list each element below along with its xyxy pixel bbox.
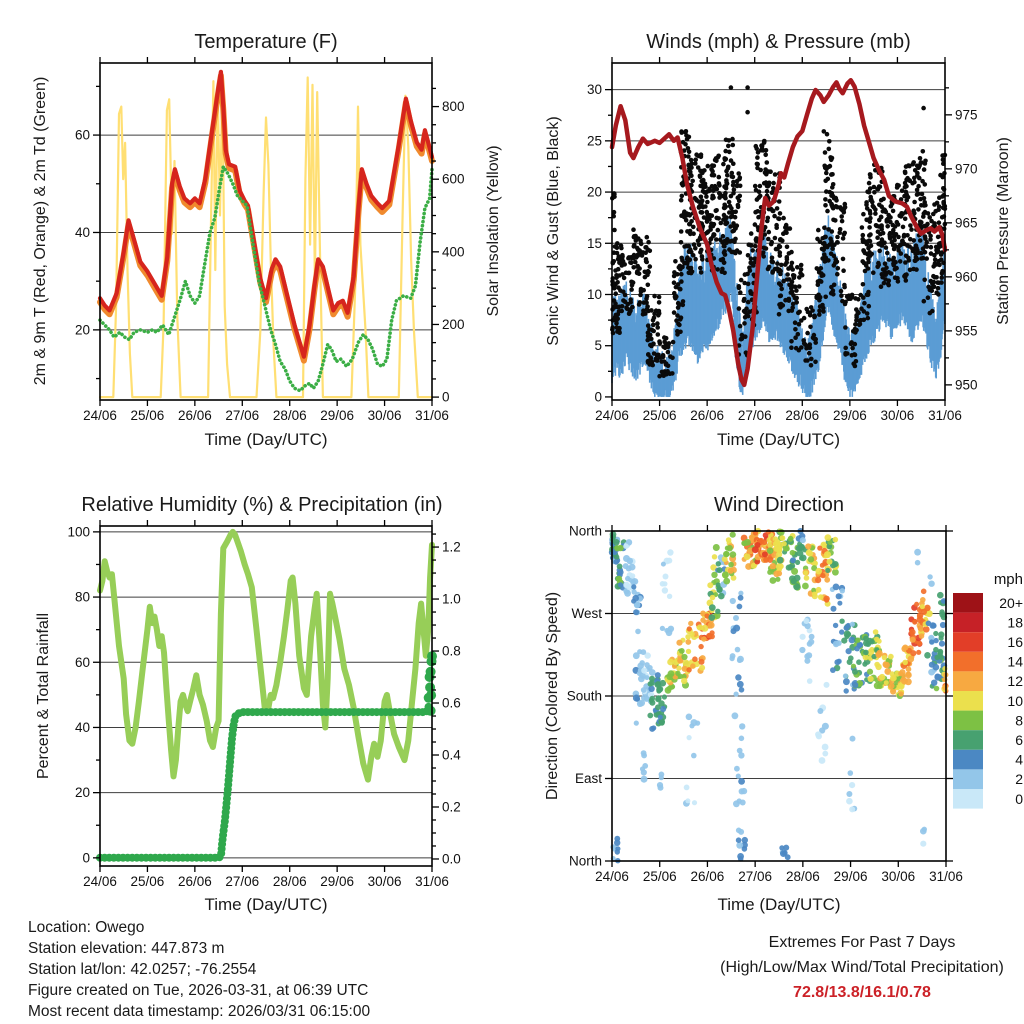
wind_direction-panel bbox=[567, 524, 1023, 885]
svg-text:North: North bbox=[568, 853, 602, 869]
svg-text:28/06: 28/06 bbox=[272, 408, 307, 423]
svg-text:30: 30 bbox=[586, 82, 602, 98]
svg-text:965: 965 bbox=[955, 215, 978, 231]
svg-text:South: South bbox=[566, 688, 602, 704]
svg-text:4: 4 bbox=[1015, 751, 1023, 768]
svg-text:6: 6 bbox=[1015, 732, 1023, 748]
svg-text:0.8: 0.8 bbox=[442, 643, 461, 659]
svg-text:31/06: 31/06 bbox=[415, 408, 449, 423]
svg-text:30/06: 30/06 bbox=[367, 874, 402, 889]
temperature-ylabel-right: Solar Insolation (Yellow) bbox=[485, 145, 502, 317]
temperature-ylabel-left: 2m & 9m T (Red, Orange) & 2m Td (Green) bbox=[32, 76, 49, 386]
svg-text:29/06: 29/06 bbox=[320, 408, 355, 423]
svg-text:1.2: 1.2 bbox=[442, 539, 461, 555]
footer-elevation: Station elevation: 447.873 m bbox=[28, 940, 225, 957]
svg-text:30/06: 30/06 bbox=[367, 408, 402, 423]
svg-text:31/06: 31/06 bbox=[929, 869, 963, 884]
svg-text:North: North bbox=[568, 523, 602, 539]
svg-text:0.6: 0.6 bbox=[442, 695, 461, 711]
temperature-xlabel: Time (Day/UTC) bbox=[204, 430, 328, 449]
rh-precip-title: Relative Humidity (%) & Precipitation (in) bbox=[81, 494, 443, 516]
svg-text:26/06: 26/06 bbox=[690, 869, 725, 884]
svg-text:20+: 20+ bbox=[999, 594, 1023, 611]
svg-text:950: 950 bbox=[955, 377, 978, 393]
svg-text:0: 0 bbox=[1015, 790, 1023, 807]
svg-text:25/06: 25/06 bbox=[130, 408, 165, 423]
extremes-block bbox=[702, 930, 1022, 1005]
svg-text:40: 40 bbox=[74, 224, 90, 240]
svg-text:600: 600 bbox=[442, 171, 465, 187]
svg-text:28/06: 28/06 bbox=[785, 408, 820, 423]
svg-text:31/06: 31/06 bbox=[928, 408, 962, 423]
svg-text:30/06: 30/06 bbox=[881, 869, 916, 884]
svg-text:25/06: 25/06 bbox=[130, 874, 165, 889]
svg-text:200: 200 bbox=[442, 316, 465, 332]
footer-created: Figure created on Tue, 2026-03-31, at 06:39 UTC bbox=[28, 982, 369, 999]
svg-text:28/06: 28/06 bbox=[785, 869, 820, 884]
svg-text:29/06: 29/06 bbox=[833, 869, 868, 884]
speed-colorbar bbox=[953, 571, 1023, 809]
svg-text:0.0: 0.0 bbox=[442, 851, 461, 867]
svg-text:8: 8 bbox=[1015, 712, 1023, 729]
svg-text:955: 955 bbox=[955, 323, 978, 339]
svg-text:24/06: 24/06 bbox=[83, 408, 117, 423]
temperature-panel bbox=[75, 57, 465, 423]
svg-text:24/06: 24/06 bbox=[595, 408, 629, 423]
temperature-title: Temperature (F) bbox=[194, 31, 338, 53]
svg-text:2: 2 bbox=[1015, 771, 1023, 788]
winds-ylabel-left: Sonic Wind & Gust (Blue, Black) bbox=[545, 116, 562, 346]
svg-text:0: 0 bbox=[594, 389, 602, 405]
wind-direction-title: Wind Direction bbox=[713, 494, 845, 516]
pressure-ylabel-right: Station Pressure (Maroon) bbox=[995, 137, 1012, 325]
svg-text:27/06: 27/06 bbox=[225, 874, 260, 889]
rh-precip-xlabel: Time (Day/UTC) bbox=[204, 895, 328, 914]
footer-location: Location: Owego bbox=[28, 919, 145, 936]
svg-text:18: 18 bbox=[1007, 614, 1023, 631]
svg-text:1.0: 1.0 bbox=[442, 591, 461, 607]
winds-pressure-xlabel: Time (Day/UTC) bbox=[716, 430, 841, 449]
svg-text:26/06: 26/06 bbox=[177, 408, 212, 423]
svg-text:800: 800 bbox=[442, 99, 465, 115]
svg-text:10: 10 bbox=[586, 286, 602, 302]
svg-text:15: 15 bbox=[586, 235, 602, 251]
relative_humidity-series bbox=[100, 532, 432, 780]
svg-text:29/06: 29/06 bbox=[832, 408, 867, 423]
footer-timestamp: Most recent data timestamp: 2026/03/31 06:15:00 bbox=[28, 1003, 371, 1020]
svg-text:25/06: 25/06 bbox=[642, 408, 677, 423]
svg-text:80: 80 bbox=[74, 589, 90, 605]
svg-text:60: 60 bbox=[74, 654, 90, 670]
footer-latlon: Station lat/lon: 42.0257; -76.2554 bbox=[28, 961, 257, 978]
svg-text:27/06: 27/06 bbox=[225, 408, 260, 423]
svg-text:20: 20 bbox=[74, 785, 90, 801]
wind-direction-xlabel: Time (Day/UTC) bbox=[717, 895, 841, 914]
rh-precip-ylabel-left: Percent & Total Rainfall bbox=[35, 612, 52, 780]
svg-text:27/06: 27/06 bbox=[737, 408, 772, 423]
svg-text:20: 20 bbox=[586, 184, 602, 200]
svg-text:24/06: 24/06 bbox=[595, 869, 629, 884]
svg-text:970: 970 bbox=[955, 161, 978, 177]
svg-text:10: 10 bbox=[1007, 692, 1023, 709]
winds-pressure-title: Winds (mph) & Pressure (mb) bbox=[646, 31, 911, 53]
svg-text:29/06: 29/06 bbox=[320, 874, 355, 889]
extremes-subtitle: (High/Low/Max Wind/Total Precipitation) bbox=[720, 959, 1004, 976]
svg-text:16: 16 bbox=[1007, 634, 1023, 650]
svg-text:40: 40 bbox=[74, 719, 90, 735]
rh_precip-panel bbox=[67, 520, 461, 889]
svg-text:14: 14 bbox=[1007, 653, 1023, 670]
station-info bbox=[28, 917, 370, 1022]
winds_pressure-panel bbox=[587, 57, 978, 423]
svg-text:400: 400 bbox=[442, 244, 465, 260]
svg-text:East: East bbox=[574, 771, 602, 786]
svg-text:0: 0 bbox=[442, 389, 450, 405]
svg-text:31/06: 31/06 bbox=[415, 874, 449, 889]
svg-text:West: West bbox=[571, 606, 602, 621]
wind-direction-ylabel-left: Direction (Colored By Speed) bbox=[544, 591, 561, 801]
svg-text:27/06: 27/06 bbox=[738, 869, 773, 884]
svg-text:25: 25 bbox=[586, 133, 602, 149]
svg-text:12: 12 bbox=[1007, 673, 1023, 690]
svg-text:20: 20 bbox=[74, 322, 90, 338]
colorbar-title: mph bbox=[993, 571, 1023, 588]
svg-text:28/06: 28/06 bbox=[272, 874, 307, 889]
extremes-values: 72.8/13.8/16.1/0.78 bbox=[793, 984, 931, 1001]
svg-text:0: 0 bbox=[82, 850, 90, 866]
svg-text:5: 5 bbox=[594, 338, 602, 354]
svg-text:0.4: 0.4 bbox=[442, 747, 461, 763]
svg-text:24/06: 24/06 bbox=[83, 874, 117, 889]
svg-text:25/06: 25/06 bbox=[642, 869, 677, 884]
extremes-title: Extremes For Past 7 Days bbox=[768, 934, 956, 951]
svg-text:60: 60 bbox=[74, 127, 90, 143]
svg-text:26/06: 26/06 bbox=[690, 408, 725, 423]
svg-text:975: 975 bbox=[955, 107, 978, 123]
svg-text:960: 960 bbox=[955, 269, 978, 285]
svg-text:100: 100 bbox=[67, 524, 90, 540]
solar_insolation-series bbox=[100, 78, 432, 398]
svg-text:0.2: 0.2 bbox=[442, 799, 461, 815]
svg-text:26/06: 26/06 bbox=[177, 874, 212, 889]
svg-text:30/06: 30/06 bbox=[880, 408, 915, 423]
